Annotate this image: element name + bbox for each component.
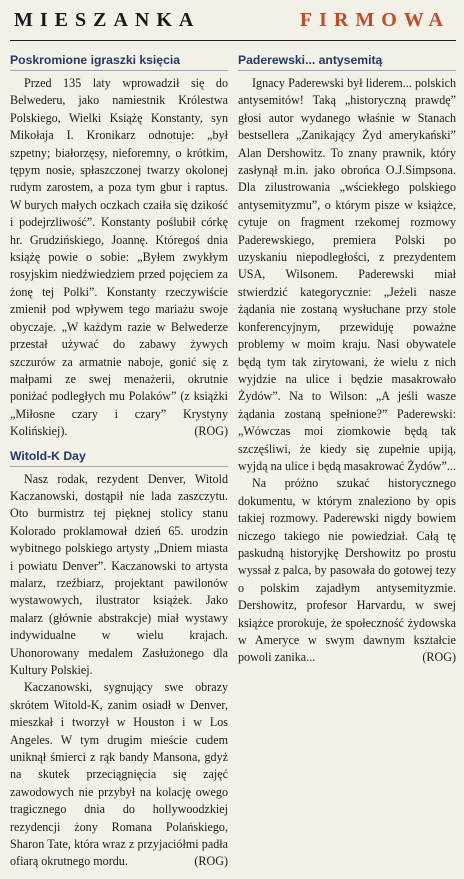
article-paragraph: Nasz rodak, rezydent Denver, Witold Kaczanowski, dostąpił nie lada zaszczytu. Oto burmistrz tej pięknej stolicy stanu Kolorado proklamował dzień 65. urodzin wybitnego polskiego artysty „Dniem miasta i powiatu Denver”. Kaczanowski to artysta malarz, rzeźbiarz, projektant pawilonów wystawowych, ilustrator książek. Jako malarz (głównie abstrakcje) miał wystawy indywidualne w wielu krajach. Uhonorowany medalem Zasłużonego dla Kultury Polskiej. bbox=[10, 471, 228, 677]
article-poskromione bbox=[10, 53, 228, 441]
right-column bbox=[238, 53, 456, 879]
paragraph-text: Kaczanowski, sygnujący swe obrazy skrótem Witold-K, zanim osiadł w Denver, mieszkał i tworzył w Houston i w Los Angeles. W tym drugim mieście cudem uniknął śmierci z rąk bandy Mansona, gdyż na skutek przeciągnięcia się zajęć zawodowych nie przybył na kolację owego tragicznego dnia do hollywoodzkiej rezydencji żony Romana Polańskiego, Sharon Tate, która wraz z przyjaciółmi padła ofiarą okrutnego mordu. bbox=[10, 680, 228, 869]
article-headline: Witold-K Day bbox=[10, 449, 228, 467]
article-paragraph: Ignacy Paderewski był liderem... polskich antysemitów! Taką „historyczną prawdę” głosi autor wydanego właśnie w Stanach bestsellera „Zanikający Żyd amerykański” Alan Dershowitz. To znany prawnik, który zasłynął m.in. jako obrońca O.J.Simpsona. Dla zilustrowania „wściekłego polskiego antysemityzmu”, o którym pisze w książce, cytuje on fragment rzekomej rozmowy Paderewskiego, premiera Polski po uzyskaniu niepodległości, z prezydentem USA, Wilsonem. Paderewski miał stwierdzić kategorycznie: „Jeżeli nasze żądania nie zostaną wysłuchane przy stole konferencyjnym, przewiduję poważne problemy w moim kraju. Nasi obywatele będą tym tak zirytowani, że wielu z nich wyjdzie na ulice i będzie masakrowało Żydów”. Na to Wilson: „A jeśli wasze żądania zostaną spełnione?” Paderewski: „Wówczas moi ziomkowie będą tak szczęśliwi, że kiedy się zupełnie upiją, wyjdą na ulice i będą masakrować Żydów”... bbox=[238, 76, 456, 473]
article-columns bbox=[10, 41, 456, 879]
article-witold-k-day bbox=[10, 449, 228, 871]
masthead-right-title: FIRMOWA bbox=[299, 8, 450, 31]
article-paderewski bbox=[238, 53, 456, 667]
article-body bbox=[238, 75, 456, 667]
author-signature: (ROG) bbox=[422, 650, 456, 665]
article-paragraph bbox=[10, 679, 228, 870]
article-paragraph bbox=[238, 475, 456, 666]
masthead bbox=[10, 0, 456, 41]
paragraph-text: Na próżno szukać historycznego dokumentu, w którym znaleziono by opis takiej rozmowy. Paderewski nigdy bowiem niczego takiego nie powiedział. Całą tę paskudną historyjkę Dershowitz po prostu wyssał z palca, by pasowała do gotowej tezy o polskim zajadłym antysemityzmie. Dershowitz, profesor Harvardu, w swej książce prorokuje, że społeczność żydowska w Ameryce w swym dawnym kształcie powoli zanika... bbox=[238, 476, 456, 665]
author-signature: (ROG) bbox=[194, 854, 228, 869]
article-headline: Poskromione igraszki księcia bbox=[10, 53, 228, 71]
article-headline: Paderewski... antysemitą bbox=[238, 53, 456, 71]
masthead-left-title: MIESZANKA bbox=[14, 8, 201, 31]
article-paragraph bbox=[10, 75, 228, 441]
left-column bbox=[10, 53, 228, 879]
article-body bbox=[10, 471, 228, 871]
paragraph-text: Przed 135 laty wprowadził się do Belwederu, jako namiestnik Królestwa Polskiego, Wielki Książę Konstanty, syn Mikołaja I. Kronikarz odnotuje: „był szpetny; białorzęsy, nieforemny, o krótkim, tępym nosie, spłaszczonej twarzy okolonej rudym zarostem, a poza tym gbur i raptus. W burych małych oczkach czaiła się dzikość i podejrzliwość”. Konstanty poślubił córkę hr. Grudzińskiego, Joannę. Któregoś dnia książę powie o sobie: „Byłem zwykłym rosyjskim niedźwiedziem przed pojęciem za żonę tej Polki”. Konstanty rzeczywiście zmienił pod wpływem tego mariażu swoje obyczaje. „W każdym razie w Belwederze przestał używać do zabawy żywych szczurów za armatnie naboje, gonić się z małpami ze swej menażerii, okrutnie poniżać podległych mu Polaków” (z książki „Miłosne czary i czary” Krystyny Kolińskiej). bbox=[10, 76, 228, 439]
author-signature: (ROG) bbox=[194, 424, 228, 439]
article-body bbox=[10, 75, 228, 441]
